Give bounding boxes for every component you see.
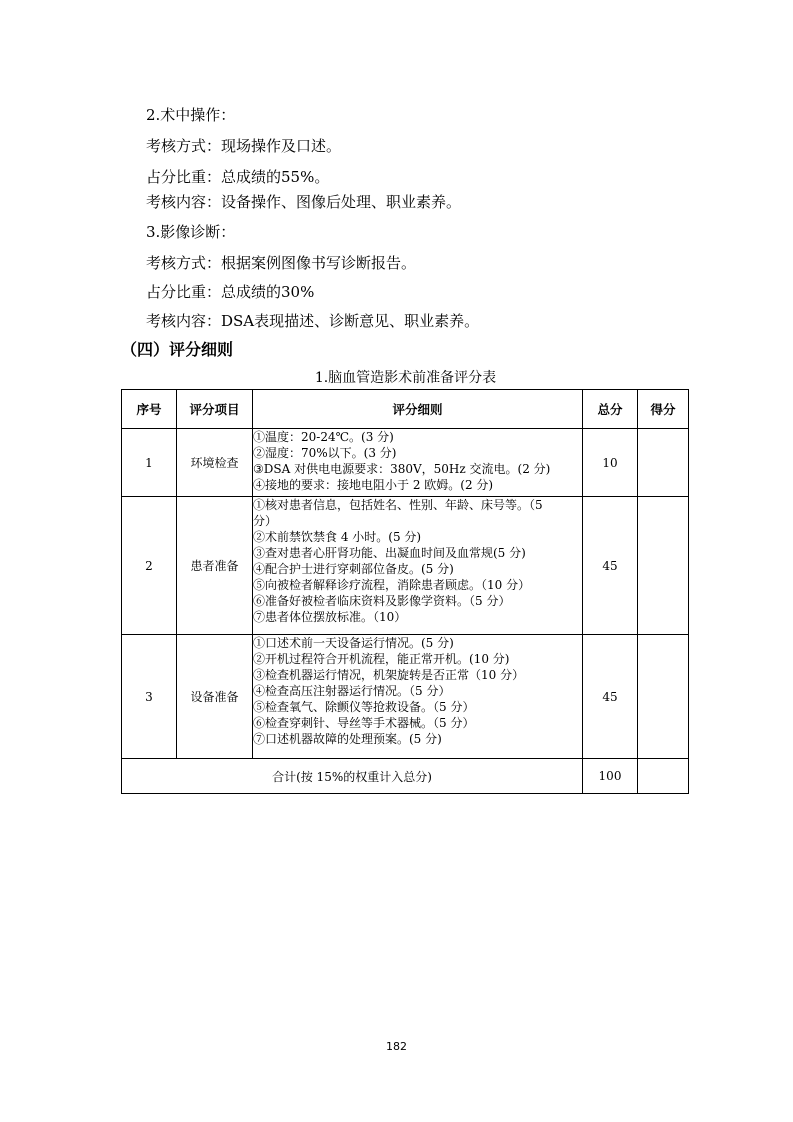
detail-line: ⑥检查穿刺针、导丝等手术器械。（5 分） [253, 716, 475, 730]
row-score[interactable] [638, 635, 689, 759]
detail-line: ②开机过程符合开机流程，能正常开机。(10 分) [253, 652, 510, 666]
section-heading: （四）评分细则 [121, 340, 234, 359]
table-row [122, 497, 689, 635]
row-item: 环境检查 [177, 429, 253, 497]
body-line-5: 3.影像诊断： [146, 223, 236, 241]
header-score: 得分 [638, 390, 689, 429]
row-item: 设备准备 [177, 635, 253, 759]
body-line-8: 考核内容：DSA表现描述、诊断意见、职业素养。 [146, 312, 480, 330]
table-row [122, 429, 689, 497]
row-no: 1 [122, 429, 177, 497]
header-total: 总分 [583, 390, 638, 429]
table-header-row [122, 390, 689, 429]
row-total: 10 [583, 429, 638, 497]
row-no: 2 [122, 497, 177, 635]
body-line-3: 占分比重：总成绩的55%。 [146, 168, 330, 186]
detail-line: ①核对患者信息，包括姓名、性别、年龄、床号等。（5 [253, 498, 543, 512]
detail-line: ⑥准备好被检者临床资料及影像学资料。（5 分） [253, 594, 511, 608]
detail-line: ⑦口述机器故障的处理预案。(5 分) [253, 732, 442, 746]
row-total: 45 [583, 635, 638, 759]
row-total: 45 [583, 497, 638, 635]
row-details [253, 635, 583, 759]
detail-line: ④检查高压注射器运行情况。（5 分） [253, 684, 451, 698]
detail-line: ①温度：20-24℃。(3 分) [253, 430, 394, 444]
body-line-2: 考核方式：现场操作及口述。 [146, 137, 342, 155]
summary-label: 合计(按 15%的权重计入总分) [122, 759, 583, 794]
detail-line: ⑤向被检者解释诊疗流程，消除患者顾虑。（10 分） [253, 578, 531, 592]
summary-score[interactable] [638, 759, 689, 794]
page-number: 182 [386, 1040, 407, 1053]
detail-line: ③查对患者心肝肾功能、出凝血时间及血常规(5 分) [253, 546, 526, 560]
body-line-7: 占分比重：总成绩的30% [146, 283, 315, 301]
detail-line: ②术前禁饮禁食 4 小时。(5 分) [253, 530, 422, 544]
row-details [253, 497, 583, 635]
body-line-4: 考核内容：设备操作、图像后处理、职业素养。 [146, 193, 462, 211]
detail-line: ①口述术前一天设备运行情况。(5 分) [253, 636, 454, 650]
detail-line: ③DSA 对供电电源要求：380V，50Hz 交流电。(2 分) [253, 462, 551, 476]
row-details [253, 429, 583, 497]
detail-line: ⑦患者体位摆放标准。（10） [253, 610, 407, 624]
detail-line: ③检查机器运行情况，机架旋转是否正常（10 分） [253, 668, 525, 682]
header-item: 评分项目 [177, 390, 253, 429]
summary-total: 100 [583, 759, 638, 794]
detail-line: 分） [253, 514, 278, 528]
scoring-table [121, 389, 689, 794]
row-item: 患者准备 [177, 497, 253, 635]
detail-line: ④配合护士进行穿刺部位备皮。(5 分) [253, 562, 454, 576]
table-row [122, 635, 689, 759]
row-no: 3 [122, 635, 177, 759]
header-no: 序号 [122, 390, 177, 429]
row-score[interactable] [638, 497, 689, 635]
body-line-1: 2.术中操作： [146, 106, 236, 124]
row-score[interactable] [638, 429, 689, 497]
table-caption: 1.脑血管造影术前准备评分表 [314, 370, 497, 386]
detail-line: ④接地的要求：接地电阻小于 2 欧姆。(2 分) [253, 478, 494, 492]
header-detail: 评分细则 [253, 390, 583, 429]
detail-line: ⑤检查氧气、除颤仪等抢救设备。（5 分） [253, 700, 475, 714]
summary-row [122, 759, 689, 794]
body-line-6: 考核方式：根据案例图像书写诊断报告。 [146, 254, 417, 272]
detail-line: ②湿度：70%以下。(3 分) [253, 446, 397, 460]
